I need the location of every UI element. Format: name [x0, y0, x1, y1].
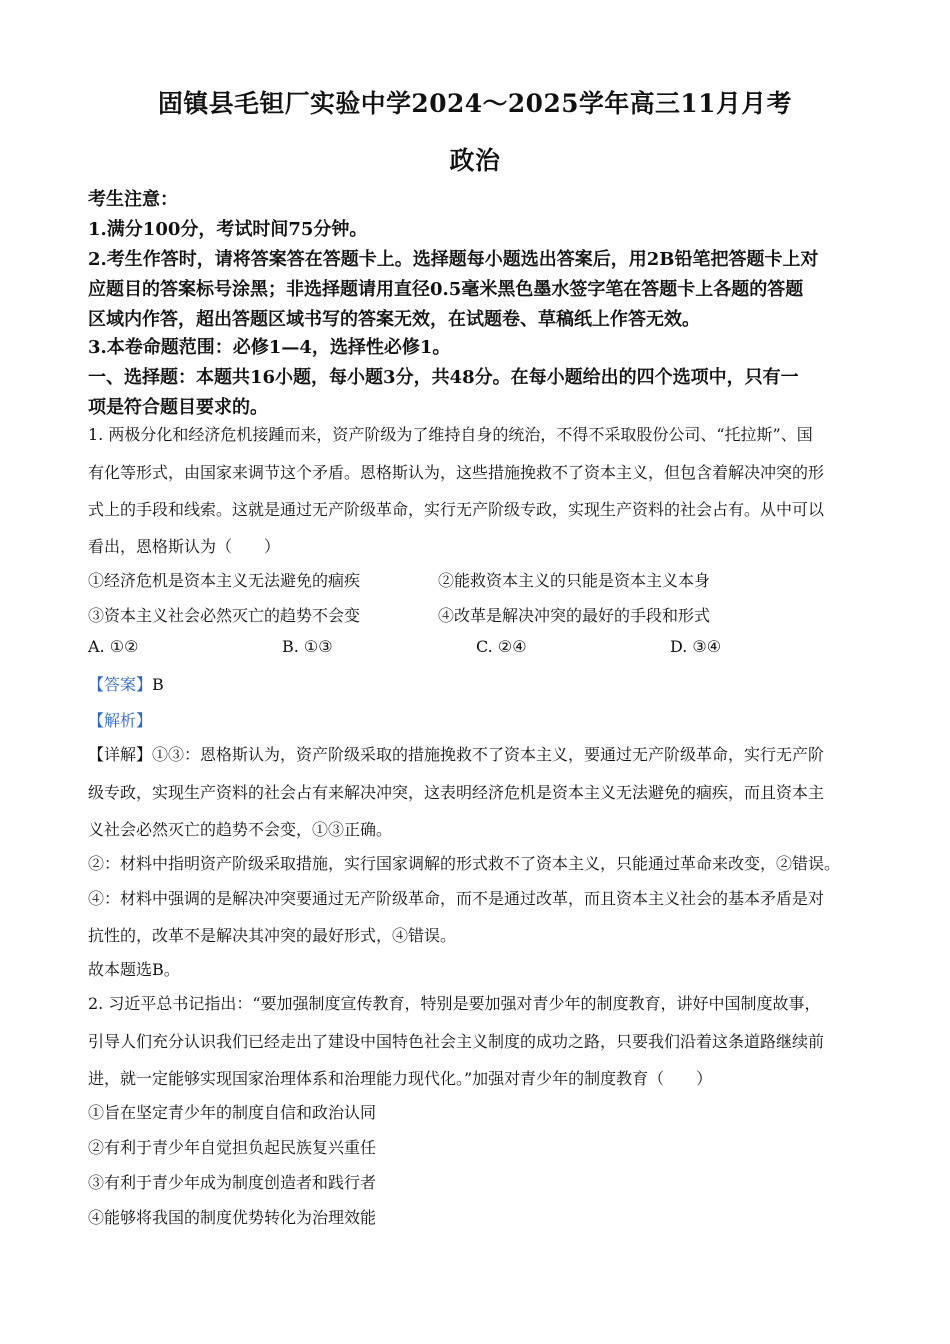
q2-stem-line: 2. 习近平总书记指出：“要加强制度宣传教育，特别是要加强对青少年的制度教育，讲好中国制度故事，	[88, 994, 821, 1013]
q1-detail-line	[88, 742, 824, 765]
exam-subject: 政治	[449, 146, 501, 175]
q1-answer	[88, 672, 164, 695]
detail-text: ①③：恩格斯认为，资产阶级采取的措施挽救不了资本主义，要通过无产阶级革命，实行无产阶	[152, 745, 825, 764]
notice-line: 3.本卷命题范围：必修1—4，选择性必修1。	[88, 337, 451, 358]
exam-title: 固镇县毛钽厂实验中学2024～2025学年高三11月月考	[158, 89, 792, 118]
notice-line: 应题目的答案标号涂黑；非选择题请用直径0.5毫米黑色墨水签字笔在答题卡上各题的答题	[88, 279, 804, 300]
q1-detail-line: 抗性的，改革不是解决其冲突的最好形式，④错误。	[88, 926, 457, 945]
q2-statement-1: ①旨在坚定青少年的制度自信和政治认同	[88, 1103, 377, 1122]
q1-detail-line: 级专政，实现生产资料的社会占有来解决冲突，这表明经济危机是资本主义无法避免的痼疾，而且资本主	[88, 783, 825, 802]
q2-stem-line: 进，就一定能够实现国家治理体系和治理能力现代化。”加强对青少年的制度教育（ ）	[88, 1069, 713, 1088]
answer-value: B	[152, 675, 164, 694]
q1-stem-line: 有化等形式，由国家来调节这个矛盾。恩格斯认为，这些措施挽救不了资本主义，但包含着解决冲突的形	[88, 463, 825, 482]
q1-option-d: D. ③④	[670, 637, 722, 656]
q1-detail-line: 义社会必然灭亡的趋势不会变，①③正确。	[88, 820, 393, 839]
q1-stem-line: 式上的手段和线索。这就是通过无产阶级革命，实行无产阶级专政，实现生产资料的社会占有。从中可以	[88, 500, 825, 519]
q1-detail-line: ④：材料中强调的是解决冲突要通过无产阶级革命，而不是通过改革，而且资本主义社会的基本矛盾是对	[88, 889, 825, 908]
q1-stem-line: 看出，恩格斯认为（ ）	[88, 537, 281, 556]
q2-statement-2: ②有利于青少年自觉担负起民族复兴重任	[88, 1138, 377, 1157]
notice-line: 1.满分100分，考试时间75分钟。	[88, 219, 368, 240]
q2-statement-4: ④能够将我国的制度优势转化为治理效能	[88, 1208, 377, 1227]
q1-option-b: B. ①③	[282, 637, 333, 656]
q1-stem-line: 1. 两极分化和经济危机接踵而来，资产阶级为了维持自身的统治，不得不采取股份公司、“托拉斯”、国	[88, 425, 813, 444]
q1-statement-4: ④改革是解决冲突的最好的手段和形式	[438, 606, 711, 625]
notice-heading: 考生注意：	[88, 189, 178, 210]
q2-stem-line: 引导人们充分认识我们已经走出了建设中国特色社会主义制度的成功之路，只要我们沿着这条道路继续前	[88, 1032, 825, 1051]
q2-statement-3: ③有利于青少年成为制度创造者和践行者	[88, 1173, 377, 1192]
q1-statement-2: ②能救资本主义的只能是资本主义本身	[438, 571, 711, 590]
notice-line: 2.考生作答时，请将答案答在答题卡上。选择题每小题选出答案后，用2B铅笔把答题卡上对	[88, 249, 819, 270]
analysis-tag: 【解析】	[88, 711, 153, 730]
section-heading: 项是符合题目要求的。	[88, 397, 268, 418]
section-heading: 一、选择题：本题共16小题，每小题3分，共48分。在每小题给出的四个选项中，只有一	[88, 367, 799, 388]
q1-detail-line: ②：材料中指明资产阶级采取措施，实行国家调解的形式救不了资本主义，只能通过革命来改变，②错误。	[88, 854, 841, 873]
answer-tag: 【答案】	[88, 675, 153, 694]
q1-statement-1: ①经济危机是资本主义无法避免的痼疾	[88, 571, 361, 590]
q1-option-a: A. ①②	[88, 637, 139, 656]
notice-line: 区域内作答，超出答题区域书写的答案无效，在试题卷、草稿纸上作答无效。	[88, 309, 700, 330]
q1-statement-3: ③资本主义社会必然灭亡的趋势不会变	[88, 606, 361, 625]
q1-conclusion: 故本题选B。	[88, 960, 180, 979]
q1-option-c: C. ②④	[476, 637, 527, 656]
detail-tag: 【详解】	[88, 745, 153, 764]
